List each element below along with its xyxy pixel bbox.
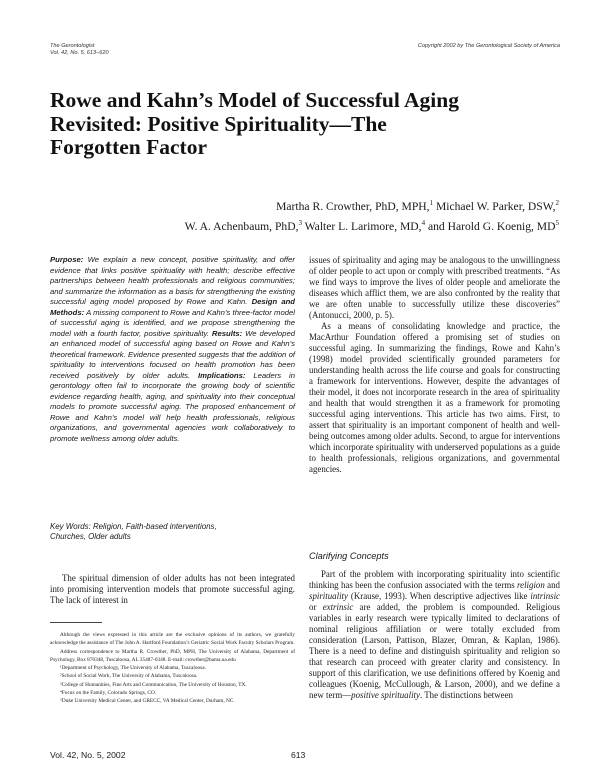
copyright-notice: Copyright 2002 by The Gerontological Society of America (417, 43, 560, 49)
author-line-2: W. A. Achenbaum, PhD,$^3$ Walter L. Larimore, MD,$^4$ and Harold G. Koenig, $MD^5$ (184, 218, 559, 233)
footnote: Although the views expressed in this article are the exclusive opinions of its authors, we gratefully acknowledge the assistance of The John A. Hartford Foundation’s Geriatric Social Work Faculty Scholars Program. (50, 632, 295, 647)
footnote-divider (50, 622, 102, 623)
clarifying-concepts-paragraph: Part of the problem with incorporating spirituality into scientific thinking has been the confusion associated with the terms religion and spirituality (Krause, 1993). When descriptive adjectives like intrinsic or extrinsic are added, the problem is compounded. Religious variables in early research were typically limited to declarations of nominal religious affiliation or were totally excluded from consideration (Larson, Pattison, Blazer, Omran, & Kaplan, 1986). There is a need to define and distinguish spirituality and religion so that research can proceed with greater clarity and consistency. In support of this clarification, we use definitions offered by Koenig and colleagues (Koenig, McCullough, & Larson, 2000), and we define a new term—positive spirituality. The distinctions between (309, 569, 560, 700)
title-line-3: Forgotten Factor (50, 135, 207, 159)
page-number: 613 (291, 750, 306, 760)
footnote: ¹Department of Psychology, The University of Alabama, Tuscaloosa. (60, 665, 206, 672)
title-line-1: Rowe and Kahn’s Model of Successful Aging (50, 88, 459, 112)
keywords: Key Words: Religion, Faith-based interventions, Churches, Older adults (50, 522, 217, 542)
author-line-1: Martha R. Crowther, PhD, MPH,$^1$ Michael W. Parker, DSW,$^2$ (276, 199, 559, 213)
right-column-text (309, 255, 560, 475)
footnote: ⁴Focus on the Family, Colorado Springs, CO. (60, 690, 157, 697)
abstract: Purpose: We explain a new concept, positive spirituality, and offer evidence that links positive spirituality with health; describe effective partnerships between health professionals and religious communities; and summarize the information as a basis for strengthening the existing successful aging model proposed by Rowe and Kahn. Design and Methods: A missing component to Rowe and Kahn’s three-factor model of successful aging is identified, and we propose strengthening the model with a fourth factor, positive spirituality. Results: We developed an enhanced model of successful aging based on Rowe and Kahn’s theoretical framework. Evidence presented suggests that the addition of spirituality to interventions focused on health promotion has been received positively by older adults. Implications: Leaders in gerontology often fail to incorporate the growing body of scientific evidence regarding health, aging, and spirituality into their conceptual models to promote successful aging. The proposed enhancement of Rowe and Kahn’s model will help health professionals, religious organizations, and governmental agencies work collaboratively to promote wellness among older adults. (50, 255, 296, 443)
running-header-left (50, 43, 109, 57)
section-heading: Clarifying Concepts (309, 551, 389, 561)
footnote: ⁵Duke University Medical Center, and GRECC, VA Medical Center, Durham, NC. (60, 698, 235, 705)
title-line-2: Revisited: Positive Spirituality—The (50, 111, 387, 136)
body-paragraph: issues of spirituality and aging may be analogous to the unwillingness of older people to act upon or comply with prescribed treatments. “As we find ways to improve the lives of older people and ameliorate the diseases which afflict them, we are also confronted by the reality that we are often unable to successfully utilize these discoveries” (Antonucci, 2000, p. 5). (309, 255, 560, 320)
footnote: ²School of Social Work, The University of Alabama, Tuscaloosa. (60, 673, 198, 680)
methods-label: Design and Methods: (50, 297, 296, 317)
results-label: Results: (211, 328, 243, 338)
journal-name: The Gerontologist (50, 43, 95, 49)
author-list (50, 195, 559, 235)
article-title (50, 89, 560, 160)
body-paragraph: As a means of consolidating knowledge and practice, the MacArthur Foundation offered a promising set of studies on successful aging. In summarizing the findings, Rowe and Kahn’s (1998) model provided scientifically grounded parameters for understanding health across the life course and goals for constructing a framework for interventions. However, despite the advantages of their model, it does not incorporate research in the area of spirituality and health that would strengthen it as a framework for promoting successful aging interventions. This article has two aims. First, to assert that spirituality is an important component of health and well-being outcomes among older adults. Second, to argue for interventions which incorporate spirituality with underserved populations as a guide to health professionals, religious organizations, and governmental agencies. (309, 321, 560, 474)
footnote: Address correspondence to Martha R. Crowther, PhD, MPH, The University of Alabama, Department of Psychology, Box 870348, Tuscaloosa, AL 35487-0348. E-mail: crowther@bama.ua.edu (50, 648, 295, 663)
volume-line: Vol. 42, No. 5, 613–620 (50, 50, 109, 56)
purpose-label: Purpose: (50, 255, 84, 264)
footer-volume: Vol. 42, No. 5, 2002 (50, 750, 126, 760)
intro-paragraph: The spiritual dimension of older adults has not been integrated into promising intervention models that promote successful aging. The lack of interest in (50, 573, 295, 605)
footnote: ³College of Humanities, Fine Arts and Communication, The University of Houston, TX. (60, 681, 247, 688)
footnotes (50, 631, 295, 706)
implications-label: Implications: (198, 370, 246, 380)
